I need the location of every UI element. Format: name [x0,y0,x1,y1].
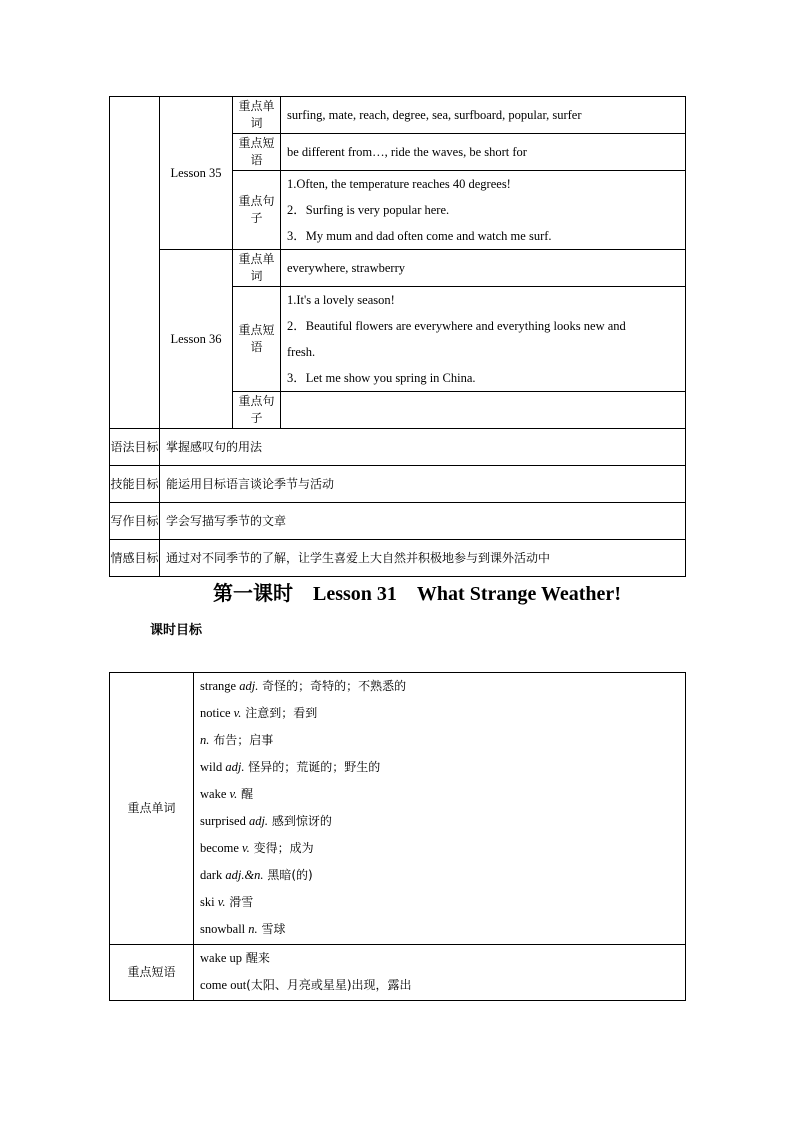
key-words-label: 重点单词 [110,673,194,945]
table-row [110,503,686,540]
lesson-overview-table [109,96,686,577]
section-subheading: 课时目标 [150,623,203,638]
left-blank-cell [110,97,160,429]
lesson-36-words: everywhere, strawberry [281,250,686,287]
goal-text: 掌握感叹句的用法 [160,429,686,466]
table-row [110,250,686,287]
lesson-35-label: Lesson 35 [160,97,233,250]
table-row [110,540,686,577]
phrases-list [194,945,686,1001]
sentence: 2．Surfing is very popular here. [287,203,450,217]
phrase-entry: wake up 醒来 [200,951,270,965]
key-sentences-label: 重点句子 [233,392,281,429]
word-entry: notice v. 注意到；看到 [200,706,318,720]
lesson-35-words: surfing, mate, reach, degree, sea, surfboard, popular, surfer [281,97,686,134]
goal-text: 学会写描写季节的文章 [160,503,686,540]
word-entry: wake v. 醒 [200,787,254,801]
lesson-31-goals-table [109,672,686,1001]
goal-text: 能运用目标语言谈论季节与活动 [160,466,686,503]
key-words-label: 重点单词 [233,97,281,134]
sentence: 1.Often, the temperature reaches 40 degrees! [287,177,511,191]
phrase-line: fresh. [287,345,316,359]
lesson-36-sentences [281,392,686,429]
word-entry: strange adj. 奇怪的；奇特的；不熟悉的 [200,679,407,693]
lesson-36-phrases [281,287,686,392]
word-entry: ski v. 滑雪 [200,895,254,909]
table-row [110,945,686,1001]
goal-label: 技能目标 [110,466,160,503]
word-entry: n. 布告；启事 [200,733,274,747]
sentence: 3．My mum and dad often come and watch me surf. [287,229,552,243]
key-words-label: 重点单词 [233,250,281,287]
goal-text: 通过对不同季节的了解，让学生喜爱上大自然并积极地参与到课外活动中 [160,540,686,577]
key-phrases-label: 重点短语 [110,945,194,1001]
phrase-entry: come out(太阳、月亮或星星)出现，露出 [200,978,412,992]
words-list [194,673,686,945]
goal-label: 情感目标 [110,540,160,577]
table-row [110,97,686,134]
key-sentences-label: 重点句子 [233,171,281,250]
phrase-line: 1.It's a lovely season! [287,293,395,307]
word-entry: dark adj.&n. 黑暗(的) [200,868,313,882]
phrase-line: 2．Beautiful flowers are everywhere and everything looks new and [287,319,626,333]
table-row [110,429,686,466]
section-heading: 第一课时 Lesson 31 What Strange Weather! [213,583,621,605]
goal-label: 语法目标 [110,429,160,466]
phrase-line: 3．Let me show you spring in China. [287,371,476,385]
lesson-35-phrases: be different from…, ride the waves, be short for [281,134,686,171]
goal-label: 写作目标 [110,503,160,540]
word-entry: surprised adj. 感到惊讶的 [200,814,332,828]
table-row [110,466,686,503]
key-phrases-label: 重点短语 [233,287,281,392]
lesson-35-sentences [281,171,686,250]
word-entry: snowball n. 雪球 [200,922,286,936]
word-entry: become v. 变得；成为 [200,841,314,855]
word-entry: wild adj. 怪异的；荒诞的；野生的 [200,760,381,774]
key-phrases-label: 重点短语 [233,134,281,171]
lesson-36-label: Lesson 36 [160,250,233,429]
table-row [110,673,686,945]
